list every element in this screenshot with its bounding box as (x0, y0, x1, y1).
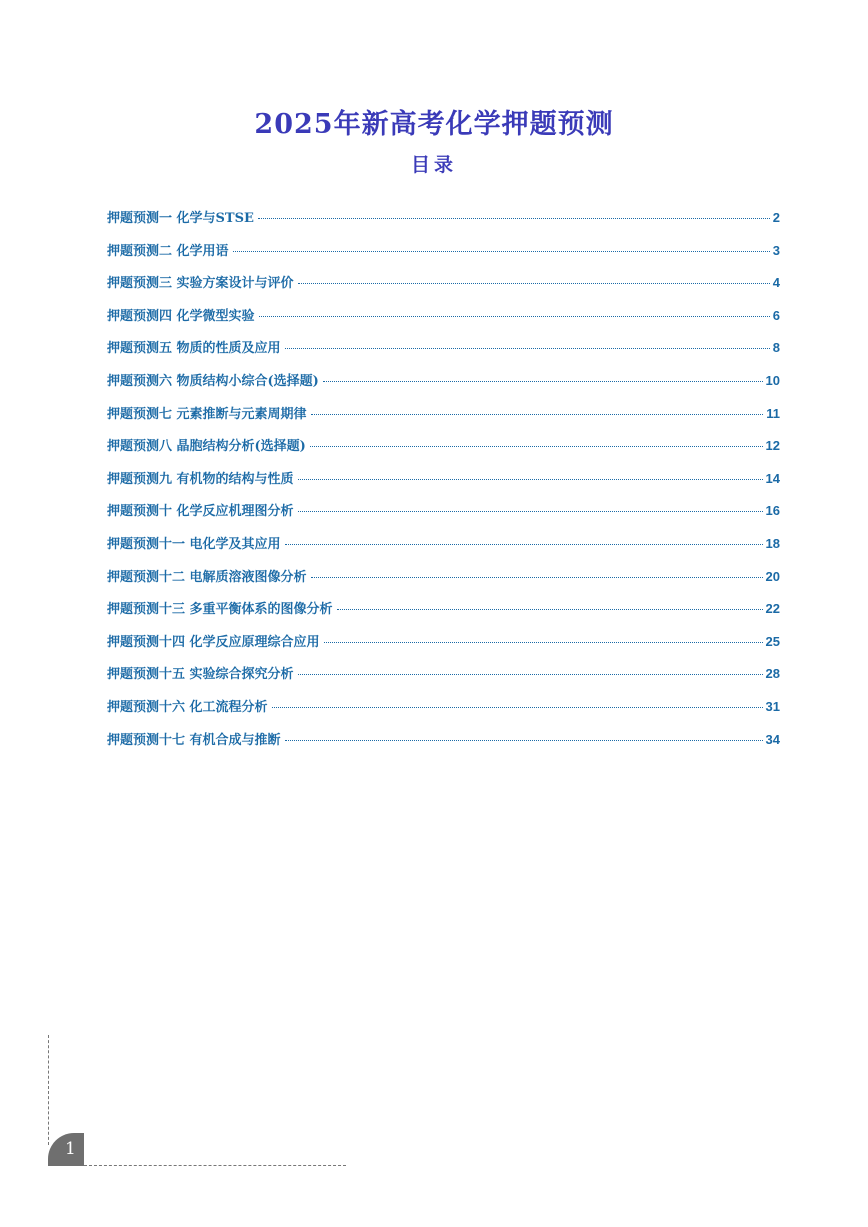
toc-entry-label: 押题预测三 实验方案设计与评价 (107, 276, 294, 292)
toc-entry[interactable] (107, 305, 780, 338)
toc-entry-label: 押题预测十二 电解质溶液图像分析 (107, 569, 307, 585)
toc-entry[interactable] (107, 240, 780, 273)
toc-entry-page: 31 (765, 698, 780, 714)
toc-entry-label: 押题预测九 有机物的结构与性质 (107, 471, 294, 487)
dot-leader (298, 674, 763, 675)
toc-entry[interactable] (107, 663, 780, 696)
toc-entry-page: 25 (765, 633, 780, 649)
toc-entry-label: 押题预测十三 多重平衡体系的图像分析 (107, 602, 333, 618)
table-of-contents (107, 207, 780, 761)
corner-dashed-horizontal-rule (84, 1165, 346, 1166)
toc-entry-label: 押题预测六 物质结构小综合(选择题) (107, 373, 319, 389)
toc-entry[interactable] (107, 435, 780, 468)
toc-entry-label: 押题预测十四 化学反应原理综合应用 (107, 634, 320, 650)
toc-entry-label: 押题预测五 物质的性质及应用 (107, 341, 281, 357)
dot-leader (324, 642, 763, 643)
page-number-badge: 1 (48, 1133, 84, 1166)
dot-leader (272, 707, 763, 708)
dot-leader (310, 446, 763, 447)
toc-entry-label: 押题预测十七 有机合成与推断 (107, 732, 281, 748)
dot-leader (298, 283, 770, 284)
toc-entry-page: 20 (765, 568, 780, 584)
dot-leader (298, 479, 763, 480)
dot-leader (259, 316, 770, 317)
corner-dashed-vertical-rule (48, 1035, 49, 1145)
toc-entry-page: 6 (772, 307, 780, 323)
toc-entry[interactable] (107, 533, 780, 566)
toc-entry-page: 18 (765, 535, 780, 551)
toc-entry-label: 押题预测四 化学微型实验 (107, 308, 255, 324)
toc-entry-page: 34 (765, 731, 780, 747)
toc-entry-page: 2 (772, 210, 780, 225)
toc-entry[interactable] (107, 337, 780, 370)
toc-heading: 目录 (410, 154, 457, 176)
toc-entry[interactable] (107, 403, 780, 436)
toc-entry-page: 10 (765, 372, 780, 388)
toc-entry[interactable] (107, 696, 780, 729)
toc-entry-page: 8 (772, 340, 780, 356)
dot-leader (285, 348, 770, 349)
toc-entry-page: 3 (772, 242, 780, 258)
toc-entry-page: 16 (765, 503, 780, 519)
toc-entry[interactable] (107, 598, 780, 631)
dot-leader (285, 544, 763, 545)
toc-entry-label: 押题预测七 元素推断与元素周期律 (107, 406, 307, 422)
toc-entry-page: 22 (765, 601, 780, 617)
toc-entry[interactable] (107, 272, 780, 305)
toc-entry[interactable] (107, 370, 780, 403)
dot-leader (311, 577, 763, 578)
toc-entry-label: 押题预测十一 电化学及其应用 (107, 536, 281, 552)
document-title: 2025年新高考化学押题预测 (254, 109, 614, 140)
toc-entry-label: 押题预测十 化学反应机理图分析 (107, 504, 294, 520)
toc-entry-page: 4 (772, 275, 780, 291)
dot-leader (258, 218, 770, 219)
dot-leader (285, 740, 763, 741)
toc-entry-page: 14 (765, 470, 780, 486)
dot-leader (233, 251, 770, 252)
toc-entry-label: 押题预测一 化学与STSE (107, 211, 254, 226)
toc-entry-page: 12 (765, 438, 780, 454)
toc-entry[interactable] (107, 207, 780, 240)
toc-entry-page: 28 (765, 666, 780, 682)
toc-entry[interactable] (107, 500, 780, 533)
toc-entry-page: 11 (766, 405, 780, 421)
toc-entry[interactable] (107, 631, 780, 664)
toc-entry[interactable] (107, 729, 780, 762)
dot-leader (298, 511, 763, 512)
toc-entry[interactable] (107, 468, 780, 501)
dot-leader (323, 381, 763, 382)
toc-entry-label: 押题预测八 晶胞结构分析(选择题) (107, 439, 306, 455)
toc-entry-label: 押题预测二 化学用语 (107, 243, 229, 259)
toc-entry-label: 押题预测十五 实验综合探究分析 (107, 667, 294, 683)
toc-entry-label: 押题预测十六 化工流程分析 (107, 699, 268, 715)
dot-leader (337, 609, 763, 610)
dot-leader (311, 414, 764, 415)
toc-entry[interactable] (107, 566, 780, 599)
